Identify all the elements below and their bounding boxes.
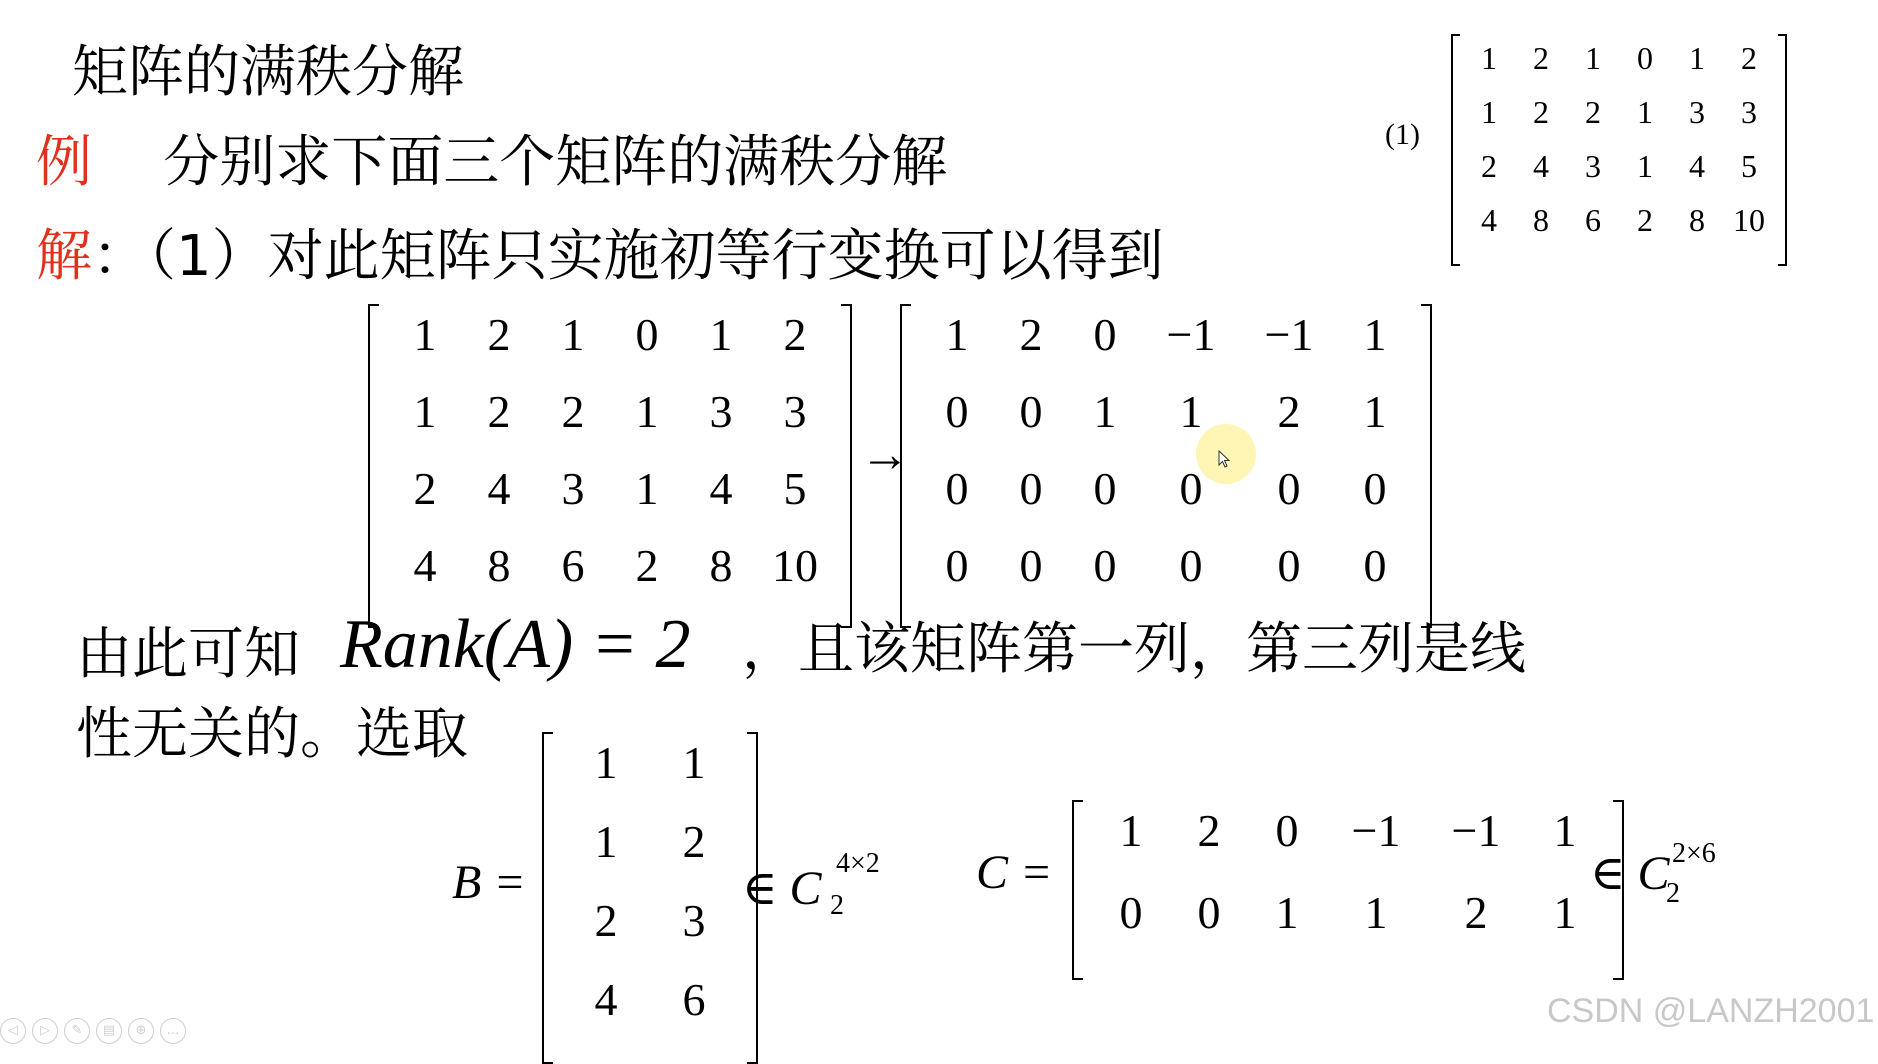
matrix-cell: 1 [1689, 40, 1705, 76]
matrix-cell: 5 [783, 463, 807, 514]
matrix-cell: 1 [945, 309, 969, 360]
b-lhs: B = [452, 856, 526, 909]
left-bracket [1072, 800, 1083, 980]
matrix-cell: 2 [594, 895, 618, 946]
c-rank-subscript: 2 [1666, 878, 1680, 909]
rank-expression: Rank(A) = 2 [340, 606, 691, 683]
matrix-cell: 1 [635, 386, 659, 437]
matrix-cell: 2 [413, 463, 437, 514]
matrix-cell: 6 [561, 540, 585, 591]
matrix-cell: 4 [594, 974, 618, 1025]
mouse-pointer-icon [1218, 450, 1230, 468]
previous-icon[interactable]: ◁ [0, 1018, 26, 1044]
matrix-cell: 0 [1363, 540, 1387, 591]
choose-line: 性无关的。选取 [76, 702, 468, 767]
matrix-c [1092, 805, 1604, 972]
rank-text-after: ，且该矩阵第一列，第三列是线 [742, 617, 1526, 682]
matrix-cell: 4 [1481, 202, 1497, 238]
matrix-cell: 2 [1585, 94, 1601, 130]
matrix-cell: 1 [594, 816, 618, 867]
matrix-cell: 1 [1637, 94, 1653, 130]
matrix-cell: 6 [682, 974, 706, 1025]
matrix-cell: 6 [1585, 202, 1601, 238]
matrix-cell: 8 [487, 540, 511, 591]
right-bracket [1778, 34, 1787, 266]
matrix-cell: 0 [1019, 386, 1043, 437]
matrix-cell: 0 [1093, 463, 1117, 514]
matrix-cell: 2 [682, 816, 706, 867]
left-bracket [900, 304, 911, 628]
matrix-cell: 4 [709, 463, 733, 514]
matrix-cell: 3 [783, 386, 807, 437]
matrix-cell: −1 [1264, 309, 1314, 360]
matrix-cell: 2 [1197, 805, 1221, 856]
matrix-cell: 1 [1363, 386, 1387, 437]
matrix-cell: −1 [1351, 805, 1401, 856]
solution-text: （1）对此矩阵只实施初等行变换可以得到 [148, 224, 1164, 289]
c-dimension: 2×6 [1672, 838, 1716, 869]
matrix-cell: 0 [1093, 309, 1117, 360]
matrix-cell: 1 [1119, 805, 1143, 856]
matrix-cell: 0 [1363, 463, 1387, 514]
slideshow-controls [0, 1018, 186, 1044]
watermark: CSDN @LANZH2001 [1547, 992, 1875, 1030]
left-bracket [542, 732, 553, 1064]
matrix-cell: 8 [709, 540, 733, 591]
matrix-cell: −1 [1451, 805, 1501, 856]
b-rank-subscript: 2 [830, 890, 844, 921]
matrix-cell: 2 [487, 309, 511, 360]
matrix-cell: 0 [1637, 40, 1653, 76]
matrix-cell: 4 [1689, 148, 1705, 184]
right-bracket [1421, 304, 1432, 628]
matrix-cell: 1 [1364, 887, 1388, 938]
matrix-cell: 1 [1585, 40, 1601, 76]
matrix-cell: 0 [635, 309, 659, 360]
matrix-cell: 10 [1733, 202, 1765, 238]
c-membership: ∈ C [1590, 847, 1670, 900]
matrix-cell: 1 [1179, 386, 1203, 437]
example-text: 分别求下面三个矩阵的满秩分解 [163, 130, 948, 195]
matrix-cell: 8 [1689, 202, 1705, 238]
b-dimension: 4×2 [836, 848, 880, 879]
matrix-cell: 1 [594, 737, 618, 788]
matrix-cell: 3 [1741, 94, 1757, 130]
matrix-cell: 2 [1637, 202, 1653, 238]
matrix-cell: 2 [1464, 887, 1488, 938]
matrix-cell: 1 [1481, 94, 1497, 130]
matrix-cell: 2 [783, 309, 807, 360]
matrix-cell: 1 [682, 737, 706, 788]
matrix-cell: 0 [1119, 887, 1143, 938]
matrix-cell: 0 [1275, 805, 1299, 856]
matrix-cell: 3 [561, 463, 585, 514]
solution-line [36, 212, 1164, 292]
rank-text-before: 由此可知 [76, 622, 300, 687]
matrix-cell: 5 [1741, 148, 1757, 184]
matrix-cell: −1 [1166, 309, 1216, 360]
matrix-cell: 1 [1363, 309, 1387, 360]
matrix-cell: 0 [1019, 463, 1043, 514]
matrix-cell: 2 [1741, 40, 1757, 76]
more-options-icon[interactable]: … [160, 1018, 186, 1044]
solution-prefix: 解 [36, 224, 92, 289]
matrix-cell: 0 [945, 540, 969, 591]
matrix-cell: 1 [1553, 805, 1577, 856]
next-icon[interactable]: ▷ [32, 1018, 58, 1044]
matrix-cell: 0 [1277, 540, 1301, 591]
matrix-cell: 4 [1533, 148, 1549, 184]
matrix-cell: 4 [487, 463, 511, 514]
matrix-cell: 1 [1637, 148, 1653, 184]
problem-label: (1) [1385, 118, 1420, 151]
matrix-cell: 2 [1481, 148, 1497, 184]
matrix-cell: 2 [1277, 386, 1301, 437]
example-spacer [110, 130, 146, 195]
matrix-cell: 0 [1019, 540, 1043, 591]
pen-icon[interactable]: ✎ [64, 1018, 90, 1044]
matrix-cell: 3 [682, 895, 706, 946]
matrix-cell: 2 [635, 540, 659, 591]
problem-matrix [1463, 42, 1775, 258]
slide-title: 矩阵的满秩分解 [72, 40, 464, 105]
matrix-cell: 2 [1019, 309, 1043, 360]
matrix-reduced [920, 309, 1412, 620]
matrix-cell: 1 [413, 309, 437, 360]
b-membership: ∈ C [742, 862, 822, 915]
matrix-cell: 0 [945, 463, 969, 514]
matrix-b [562, 737, 738, 1056]
matrix-cell: 1 [709, 309, 733, 360]
matrix-a [388, 309, 832, 620]
example-prefix: 例 [36, 130, 92, 195]
matrix-cell: 0 [1093, 540, 1117, 591]
left-bracket [1451, 34, 1460, 266]
matrix-cell: 1 [413, 386, 437, 437]
matrix-cell: 10 [772, 540, 818, 591]
matrix-cell: 3 [1689, 94, 1705, 130]
matrix-cell: 2 [561, 386, 585, 437]
solution-colon: ： [92, 224, 148, 289]
left-bracket [368, 304, 379, 628]
matrix-cell: 1 [1093, 386, 1117, 437]
matrix-cell: 1 [635, 463, 659, 514]
matrix-cell: 3 [709, 386, 733, 437]
matrix-cell: 1 [561, 309, 585, 360]
matrix-cell: 0 [1179, 463, 1203, 514]
matrix-cell: 2 [1533, 40, 1549, 76]
right-bracket [841, 304, 852, 628]
matrix-cell: 0 [1197, 887, 1221, 938]
matrix-cell: 0 [945, 386, 969, 437]
matrix-cell: 3 [1585, 148, 1601, 184]
transform-arrow: → [860, 426, 910, 482]
rank-line [76, 610, 300, 690]
slides-grid-icon[interactable]: ▤ [96, 1018, 122, 1044]
matrix-cell: 2 [1533, 94, 1549, 130]
zoom-icon[interactable]: ⊕ [128, 1018, 154, 1044]
example-line [36, 118, 947, 198]
matrix-cell: 8 [1533, 202, 1549, 238]
c-lhs: C = [976, 846, 1053, 899]
matrix-cell: 1 [1275, 887, 1299, 938]
matrix-cell: 0 [1179, 540, 1203, 591]
matrix-cell: 1 [1481, 40, 1497, 76]
matrix-cell: 4 [413, 540, 437, 591]
matrix-cell: 1 [1553, 887, 1577, 938]
matrix-cell: 2 [487, 386, 511, 437]
matrix-cell: 0 [1277, 463, 1301, 514]
